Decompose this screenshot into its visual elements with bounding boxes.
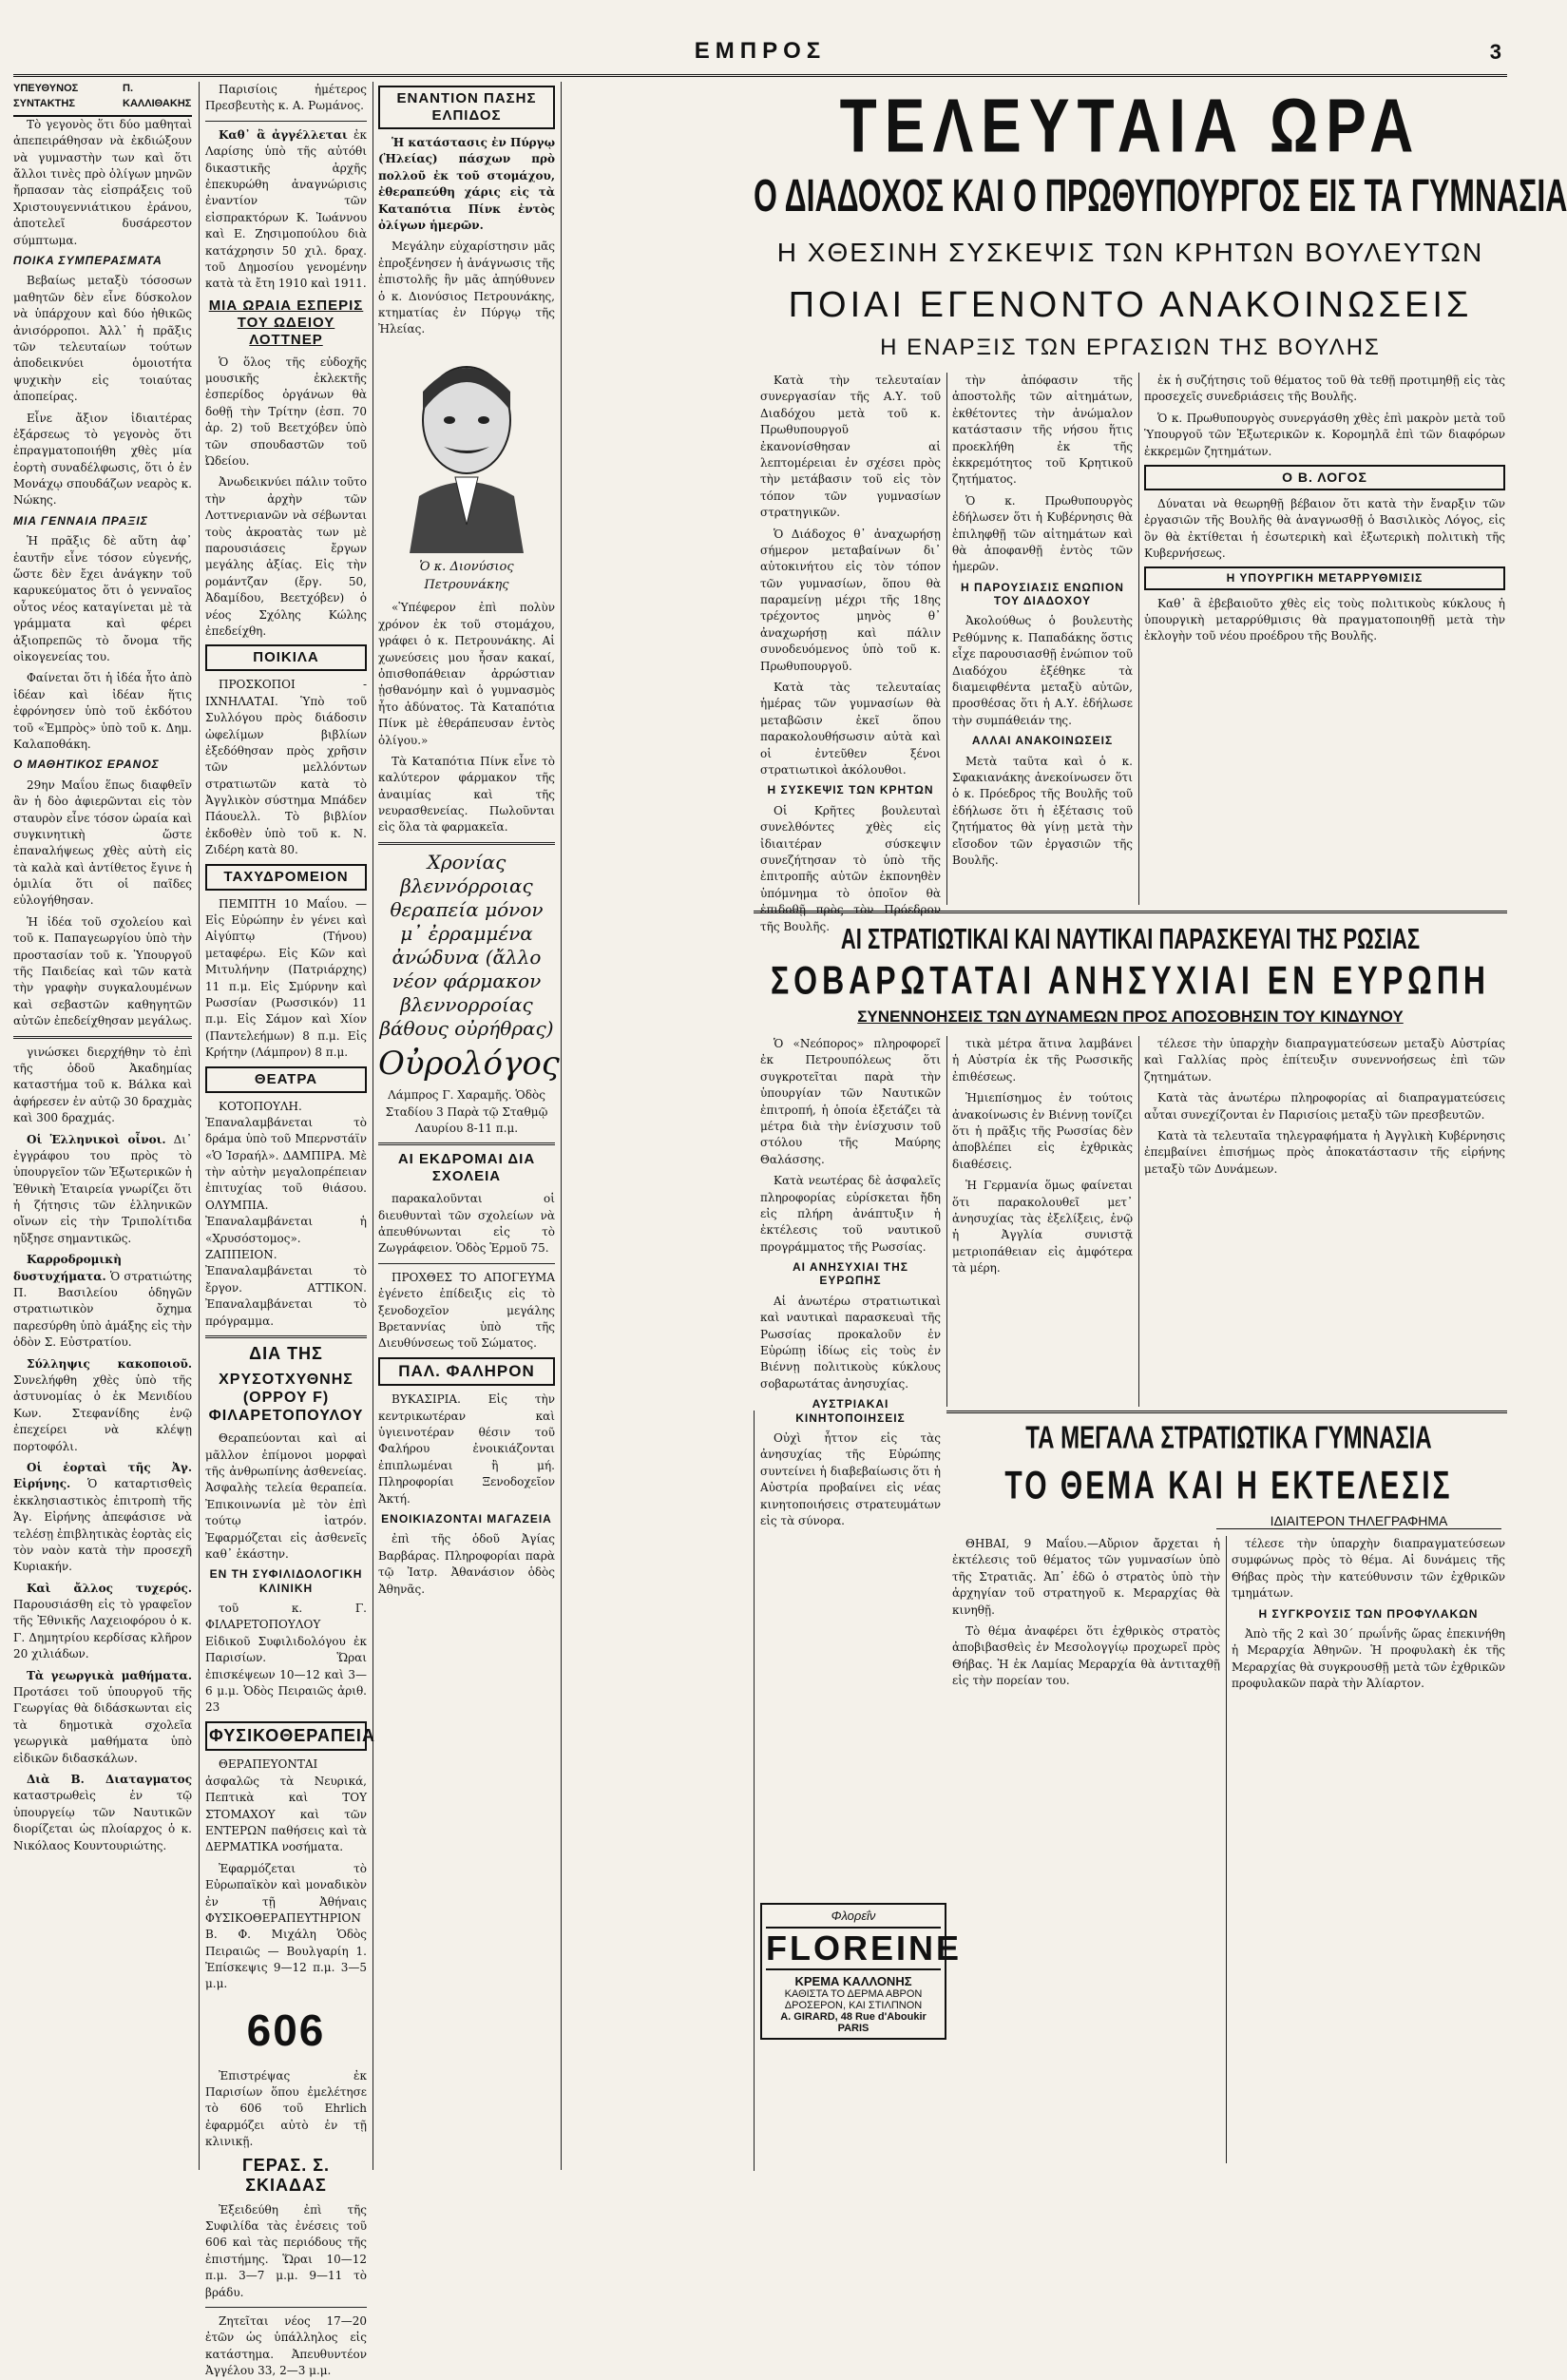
news-item-body: Δι᾽ ἐγγράφου του πρὸς τὸ ὑπουργεῖον τῶν Ἐξωτερικῶν ἡ Ἐθνικὴ Ἑταιρεία γνωρίζει ὅτι ἡ ζήτησις τῶν ἑλληνικῶν οἴνων εἰς τὴν Τριπολίτιδα ηὔξησε σημαντικῶς. <box>13 1132 192 1245</box>
floreine-advertisement <box>760 1903 963 2040</box>
article-paragraph: Βεβαίως μεταξὺ τόσοσων μαθητῶν δὲν εἶνε δύσκολον νὰ ὑπάρχουν καὶ δύο ἠθικῶς ἀνισόρροποι. Ἀλλ᾽ ἡ πρᾶξις τῶν τελευταίων τούτων ἀποδεικνύει ὁμοιοτήτα ψυχικὴν εἰς τοιαύτας ἀποπείρας. <box>13 274 192 404</box>
article-paragraph: Παρισίοις ἡμέτερος Πρεσβευτὴς κ. Α. Ρωμάνος. <box>205 83 367 113</box>
article-paragraph: Ἀπὸ τῆς 2 καὶ 30΄ πρωΐνῆς ὥρας ἐπεκινήθη ἡ Μεραρχία Ἀθηνῶν. Ἡ προφυλακὴ ἐκ τῆς Μεραρχίας θὰ συγκρουσθῇ μετὰ τῶν ἐχθρικῶν προφυλακῶν παρὰ τὴν Ἁλίαρτον. <box>1232 1626 1505 1691</box>
article-paragraph: Φαίνεται ὅτι ἡ ἰδέα ἦτο ἀπὸ ἰδέαν καὶ ἰδέαν ἥτις ἐφρόνησεν ὑπὸ τοῦ ἐκδότου τοῦ «Ἐμπρὸς» ὑπὸ τοῦ κ. Δημ. Καλαποθάκη. <box>13 671 192 751</box>
article-paragraph: παρακαλοῦνται οἱ διευθυνταὶ τῶν σχολείων νὰ ἀπευθύνωνται εἰς τὸ Ζωγράφειον. Ὁδὸς Ἑρμοῦ 75. <box>378 1192 555 1256</box>
divider <box>205 2307 367 2308</box>
article-paragraph: Ἀνωδεικνύει πάλιν τοῦτο τὴν ἀρχὴν τῶν Λοττνεριανῶν νὰ σέβωνται τοὺς ἀκροατὰς των μὲ παρουσιάσεις ἔργων μεγάλης ἀξίας. Εἰς τὴν ρομάντζαν (ἔργ. 50, Ἀδαμίδου, Βεετχόβεν) ὁ νέος Σχόλης Κώλης ἐπεδείχθη. <box>205 475 367 638</box>
section-label: Ο ΜΑΘΗΤΙΚΟΣ ΕΡΑΝΟΣ <box>13 758 160 772</box>
section-heading: Η ΣΥΓΚΡΟΥΣΙΣ ΤΩΝ ΠΡΟΦΥΛΑΚΩΝ <box>1258 1606 1479 1621</box>
news-item-body: Προτάσει τοῦ ὑπουργοῦ τῆς Γεωργίας θὰ διδάσκωνται εἰς τὰ δημοτικὰ σχολεῖα γεωργικὰ μαθήματα ὑπὸ εἰδικῶν διδασκάλων. <box>13 1685 192 1765</box>
ad-text: ΘΕΡΑΠΕΥΟΝΤΑΙ ἀσφαλῶς τὰ Νευρικά, Πεπτικὰ καὶ ΤΟΥ ΣΤΟΜΑΧΟΥ καὶ τῶν ΕΝΤΕΡΩΝ παθήσεις καὶ τὰ ΔΕΡΜΑΤΙΚΑ νοσήματα. <box>205 1757 367 1854</box>
article-paragraph: Μετὰ ταῦτα καὶ ὁ κ. Σφακιανάκης ἀνεκοίνωσεν ὅτι ὁ κ. Πρόεδρος τῆς Βουλῆς τοῦ ἐδήλωσε ὅτι ἡ ἐξέτασις τοῦ ζητήματος θὰ γίνῃ μετὰ τὴν εἴσοδον τῶν ἐργασιῶν τῆς Βουλῆς. <box>952 754 1133 867</box>
story3-dateline: ΙΔΙΑΙΤΕΡΟΝ ΤΗΛΕΓΡΑΦΗΜΑ <box>1216 1513 1501 1529</box>
article-paragraph: Ὁ Διάδοχος θ᾽ ἀναχωρήσῃ σήμερον μεταβαίνων δι᾽ αὐτοκινήτου εἰς τὸν τόπον τῶν γυμνασίων, ὅπου θὰ παραμείνῃ μέχρι τῆς 18ης τρέχοντος μηνὸς θ᾽ ἀναχωρήσῃ καὶ πάλιν συνοδευόμενος ὑπὸ τοῦ κ. Πρωθυπουργοῦ. <box>760 527 941 673</box>
column-1 <box>13 82 192 2170</box>
newspaper-title: ΕΜΠΡΟΣ <box>694 38 827 64</box>
divider <box>378 1142 555 1145</box>
divider <box>378 1263 555 1264</box>
news-item-lead: Οἱ ἑορταὶ τῆς Ἀγ. Εἰρήνης. <box>13 1460 192 1491</box>
article-paragraph: Αἱ ἀνωτέρω στρατιωτικαὶ καὶ ναυτικαὶ παρασκευαὶ τῆς Ρωσσίας προκαλοῦν ἐν Εὐρώπῃ ἰδίως εἰς τοὺς ἐν Βιέννῃ πολιτικοὺς κύκλους σοβαρωτάτας ἀνησυχίας. <box>760 1294 941 1391</box>
ad-heading: ΠΑΛ. ΦΑΛΗΡΟΝ <box>378 1357 555 1386</box>
banner-headline: ΤΕΛΕΥΤΑΙΑ ΩΡΑ <box>839 82 1422 168</box>
news-item-body: ἐκ Λαρίσης ὑπὸ τῆς αὐτόθι δικαστικῆς ἀρχῆς ἐπεκυρώθη ἀναγνώρισις ἐναντίον τῶν εἰσπρακτόρων Κ. Ἰωάννου καὶ Ε. Ζησιμοπούλου διὰ κατάχρησιν 50 χιλ. δραχ. τοῦ Δημοσίου γενομένην κατὰ τὰ ἔτη 1910 καὶ 1911. <box>205 127 367 291</box>
article-paragraph: τικὰ μέτρα ἅτινα λαμβάνει ἡ Αὐστρία ἐκ τῆς Ρωσσικῆς ἐπιθέσεως. <box>952 1037 1133 1084</box>
ad-heading: ΓΕΡΑΣ. Σ. ΣΚΙΑΔΑΣ <box>241 2155 331 2196</box>
section-heading: ΑΙ ΕΚΔΡΟΜΑΙ ΔΙΑ ΣΧΟΛΕΙΑ <box>397 1151 536 1185</box>
banner-subheadline: Ο ΔΙΑΔΟΧΟΣ ΚΑΙ Ο ΠΡΩΘΥΠΟΥΡΓΟΣ ΕΙΣ ΤΑ ΓΥΜΝΑΣΙΑ <box>754 169 1567 221</box>
portrait-engraving <box>381 344 552 553</box>
news-item <box>205 127 367 293</box>
editor-name: Π. ΚΑΛΛΙΘΑΚΗΣ <box>123 83 192 109</box>
section-label: ΠΟΙΚΑ ΣΥΜΠΕΡΑΣΜΑΤΑ <box>13 254 162 267</box>
news-item <box>13 1252 192 1351</box>
news-item-lead: Τὰ γεωργικὰ μαθήματα. <box>27 1668 192 1682</box>
banner-deck: Η ΧΘΕΣΙΝΗ ΣΥΣΚΕΨΙΣ ΤΩΝ ΚΡΗΤΩΝ ΒΟΥΛΕΥΤΩΝ <box>776 238 1484 267</box>
editor-label: ΥΠΕΥΘΥΝΟΣ ΣΥΝΤΑΚΤΗΣ <box>13 83 79 109</box>
ad-urologist-title: Οὐρολόγος <box>378 1044 560 1083</box>
news-item-lead: Καρροδρομικὴ δυστυχήματα. <box>13 1253 122 1283</box>
ad-heading: ΦΥΣΙΚΟΘΕΡΑΠΕΙΑ <box>205 1721 367 1752</box>
story2-column-3 <box>1144 1036 1505 1407</box>
news-item <box>13 1668 192 1767</box>
ad-line: ΚΑΘΙΣΤΑ ΤΟ ΔΕΡΜΑ ΑΒΡΟΝ <box>784 1988 923 2000</box>
article-paragraph: Ἡ Γερμανία ὅμως φαίνεται ὅτι παρακολουθεῖ μετ᾽ ἀνησυχίας τὰς ἐξελίξεις, ἐνῷ ἡ Ἀγγλία συνιστᾷ μετριοπάθειαν εἰς ἀμφότερα τὰ μέρη. <box>952 1179 1133 1276</box>
story3-headline: ΤΟ ΘΕΜΑ ΚΑΙ Η ΕΚΤΕΛΕΣΙΣ <box>1004 1464 1453 1508</box>
ad-line: ΚΡΕΜΑ ΚΑΛΛΟΝΗΣ <box>794 1974 912 1988</box>
ad-heading: ΕΝ ΤΗ ΣΥΦΙΛΙΔΟΛΟΓΙΚΗ ΚΛΙΝΙΚΗ <box>209 1567 363 1595</box>
article-paragraph: Ὁ κ. Πρωθυπουργὸς συνεργάσθη χθὲς ἐπὶ μακρὸν μετὰ τοῦ Ὑπουργοῦ τῶν Ἐξωτερικῶν κ. Κορομηλᾶ ἐπὶ τῶν διαφόρων ἐκκρεμῶν ζητημάτων. <box>1144 411 1505 458</box>
article-paragraph: γινώσκει διερχήθην τὸ ἐπὶ τῆς ὁδοῦ Ἀκαδημίας καταστήμα τοῦ κ. Βάλκα καὶ ἀφήρεσεν ἐν αὐτῷ 30 δραχμὰς καὶ 300 δραχμάς. <box>13 1045 192 1125</box>
divider <box>754 911 1507 913</box>
news-item-body: Παρουσιάσθη εἰς τὸ γραφεῖον τῆς Ἐθνικῆς Λαχειοφόρου ὁ κ. Γ. Δημητρίου κερδίσας κλῆρον 20 χιλιάδων. <box>13 1598 192 1661</box>
ad-text: Ἐξειδεύθη ἐπὶ τῆς Συφιλίδα τὰς ἐνέσεις τοῦ 606 καὶ τὰς περιόδους τῆς ἐπιστήμης. Ὥραι 10—12 π.μ. 3—7 μ.μ. 9—11 τὸ βράδυ. <box>205 2202 367 2299</box>
article-paragraph: τὴν ἀπόφασιν τῆς ἀποστολῆς τῶν αἰτημάτων, ἐκθέτοντες τὴν ἀνώμαλον κατάστασιν τῆς νήσου ἥτις προεκλήθη ἐκ τῆς ἐκκρεμότητος τοῦ Κρητικοῦ ζητήματος. <box>952 374 1133 487</box>
article-paragraph: Ἡ ἰδέα τοῦ σχολείου καὶ τοῦ κ. Παπαγεωργίου ὑπὸ τὴν προστασίαν τοῦ κ. Ὑπουργοῦ τῆς Παιδείας καὶ τῶν κατὰ τὴν γραφὴν συγκαλουμένων καὶ σεβαστῶν καθηγητῶν αὐτῶν ἐπεδείχθησαν μεγάλως. <box>13 914 192 1028</box>
section-heading: ΜΙΑ ΩΡΑΙΑ ΕΣΠΕΡΙΣ ΤΟΥ ΩΔΕΙΟΥ ΛΟΤΤΝΕΡ <box>208 297 364 348</box>
story3-headline: ΤΑ ΜΕΓΑΛΑ ΣΤΡΑΤΙΩΤΙΚΑ ΓΥΜΝΑΣΙΑ <box>1025 1420 1432 1456</box>
column-rule <box>946 1036 947 1407</box>
masthead <box>13 36 1507 77</box>
story2-headline: ΑΙ ΣΤΡΑΤΙΩΤΙΚΑΙ ΚΑΙ ΝΑΥΤΙΚΑΙ ΠΑΡΑΣΚΕΥΑΙ ΤΗΣ ΡΩΣΙΑΣ <box>840 922 1421 955</box>
news-item-body: Συνελήφθη χθὲς ὑπὸ τῆς ἀστυνομίας ὁ ἐκ Μενιδίου Κων. Στεφανίδης ἐνῷ ἐπεχείρει νὰ κλέψῃ πορτοφόλι. <box>13 1373 192 1453</box>
news-item-lead: Οἱ Ἑλληνικοὶ οἶνοι. <box>27 1132 166 1146</box>
news-item <box>13 1460 192 1576</box>
ad-text: τοῦ κ. Γ. ΦΙΛΑΡΕΤΟΠΟΥΛΟΥ Εἰδικοῦ Συφιλιδολόγου ἐκ Παρισίων. Ὥραι ἐπισκέψεων 10—12 καὶ 3—6 μ.μ. Ὁδὸς Πειραιῶς ἀριθ. 23 <box>205 1602 367 1715</box>
article-paragraph: Οὐχὶ ἧττον εἰς τὰς ἀνησυχίας τῆς Εὐρώπης συντείνει ἡ διαβεβαίωσις ὅτι ἡ Αὐστρία προβαίνει εἰς νέας κινητοποιήσεις στρατευμάτων εἰς τὰ σύνορα. <box>760 1430 941 1527</box>
news-item <box>13 1132 192 1248</box>
section-heading: Ο Β. ΛΟΓΟΣ <box>1144 465 1505 490</box>
ad-line: A. GIRARD, 48 Rue d'Aboukir <box>780 2011 927 2023</box>
column-rule <box>1138 373 1139 905</box>
article-paragraph: «Ὑπέφερον ἐπὶ πολὺν χρόνον ἐκ τοῦ στομάχου, γράφει ὁ κ. Πετρουνάκης. Αἱ χωνεύσεις μου ἦσαν κακαί, ὀπισθοπάθειαν ἀρρώστιαν ᾐσθανόμην καὶ ὁ γυμνασμὸς ἦτο ἀδύνατος. Τὰ Καταπότια Πίνκ μὲ ἐθεράπευσαν ἐντὸς ὀλίγου.» <box>378 601 555 747</box>
ad-heading: ΧΡΥΣΟΤΧΥΘΝΗΣ (ΟΡΡΟΥ F) ΦΙΛΑΡΕΤΟΠΟΥΛΟΥ <box>208 1371 364 1424</box>
story1-column-2 <box>952 373 1133 905</box>
article-paragraph: Μεγάλην εὐχαρίστησιν μᾶς ἐπροξένησεν ἡ ἀνάγνωσις τῆς ἐπιστολῆς ἣν μᾶς ἀπηύθυνεν ὁ κ. Διονύσιος Πετρουνάκης, κτηματίας ἐν Πύργῳ τῆς Ἠλείας. <box>378 240 555 336</box>
section-heading: ΘΕΑΤΡΑ <box>205 1066 367 1093</box>
section-heading: ΤΑΧΥΔΡΟΜΕΙΟΝ <box>205 864 367 891</box>
ad-cursive-text: Χρονίας βλεννόρροιας θεραπεία μόνον μ᾽ ἐρραμμένα ἀνώδυνα (ἄλλο νέον φάρμακον βλεννορροίας βάθους οὐρήθρας) <box>379 850 554 1040</box>
article-paragraph: ΚΟΤΟΠΟΥΛΗ. Ἐπαναλαμβάνεται τὸ δράμα ὑπὸ τοῦ Μπερνστάϊν «Ὁ Ἰσραήλ». ΔΑΜΠΙΡΑ. Μὲ τὴν αὐτὴν μεγαλοπρέπειαν ἐπιτυχίας τοῦ θιάσου. ΟΛΥΜΠΙΑ. Ἐπαναλαμβάνεται ἡ «Χρυσόστομος». ΖΑΠΠΕΙΟΝ. Ἐπαναλαμβάνεται τὸ ἔργον. ΑΤΤΙΚΟΝ. Ἐπαναλαμβάνεται τὸ πρόγραμμα. <box>205 1099 367 1328</box>
news-item-body: καταστρωθεὶς ἐν τῷ ὑπουργείῳ τῶν Ναυτικῶν διορίζεται ὡς πλοίαρχος ὁ κ. Νικόλαος Κουντουριώτης. <box>13 1789 192 1852</box>
story3-column-1 <box>952 1536 1220 2163</box>
news-item <box>13 1772 192 1854</box>
article-paragraph: Ὁ ὅλος τῆς εὐδοχῆς μουσικῆς ἐκλεκτῆς ἐσπερίδος ὀργάνων θὰ δοθῇ τὴν Τρίτην (ἐσπ. 70 ἀρ. 2) τοῦ Βεετχόβεν ὑπὸ τῶν σπουδαστῶν τοῦ Ὠδείου. <box>205 355 367 469</box>
article-paragraph: ΠΡΟΣΚΟΠΟΙ - ΙΧΝΗΛΑΤΑΙ. Ὑπὸ τοῦ Συλλόγου πρὸς διάδοσιν ὠφελίμων βιβλίων ἐξεδόθησαν πρὸς χρῆσιν τῶν μελλόντων στρατιωτῶν κατὰ τὸ Ἀγγλικὸν σύστημα Μπάδεν Πάουελλ. Τὸ βιβλίον ἐκδοθὲν ὑπὸ τοῦ κ. Ν. Ζιδέρη κατὰ 80. <box>205 678 367 857</box>
article-paragraph: Κατὰ τὴν τελευταίαν συνεργασίαν τῆς Α.Υ. τοῦ Διαδόχου μετὰ τοῦ κ. Πρωθυπουργοῦ ἐκανονίσθησαν αἱ λεπτομέρειαι ἐν σχέσει πρὸς τὴν μετάβασιν τοῦ εἰς τὸν τόπον τῶν γυμνασίων στρατηγικῶν. <box>760 374 941 520</box>
ad-top-script: Φλορεΐν <box>831 1909 876 1923</box>
ad-text: Θεραπεύονται καὶ αἱ μᾶλλον ἐπίμονοι μορφαὶ τῆς ἀνθρωπίνης ἀσθενείας. Ἀσφαλὴς τελεία θεραπεία. Ἐπικοινωνία μὲ τὸν ἐπὶ τούτῳ ἰατρόν. Ἐφαρμόζεται εἰς ἀσθενεῖς καθ᾽ ἑκάστην. <box>205 1431 367 1561</box>
banner-deck: Η ΕΝΑΡΞΙΣ ΤΩΝ ΕΡΓΑΣΙΩΝ ΤΗΣ ΒΟΥΛΗΣ <box>880 335 1381 360</box>
editor-line <box>13 82 192 117</box>
story2-deck: ΣΥΝΕΝΝΟΗΣΕΙΣ ΤΩΝ ΔΥΝΑΜΕΩΝ ΠΡΟΣ ΑΠΟΣΟΒΗΣΙΝ ΤΟΥ ΚΙΝΔΥΝΟΥ <box>857 1008 1404 1026</box>
article-paragraph: Τὸ θέμα ἀναφέρει ὅτι ἐχθρικὸς στρατὸς ἀποβιβασθεὶς ἐν Μεσολογγίῳ προχωρεῖ πρὸς Θήβας. Ἡ ἐκ Λαμίας Μεραρχία θὰ ἀντιταχθῇ εἰς τὴν πορείαν του. <box>952 1623 1220 1688</box>
news-item-lead: Σύλληψις κακοποιοῦ. <box>27 1356 192 1371</box>
news-item-lead: Καὶ ἄλλος τυχερός. <box>27 1581 192 1595</box>
ad-text: Ἐφαρμόζεται τὸ Εὐρωπαϊκὸν καὶ μοναδικὸν ἐν τῇ Ἀθήναις ΦΥΣΙΚΟΘΕΡΑΠΕΥΤΗΡΙΟΝ Β. Φ. Μιχάλη Ὁδὸς Πειραιῶς — Βουλγαρίη 1. Ἐπίσκεψις 9—12 π.μ. 3—5 μ.μ. <box>205 1861 367 1991</box>
column-3 <box>378 82 560 2170</box>
article-paragraph: Εἶνε ἄξιον ἰδιαιτέρας ἐξάρσεως τὸ γεγονὸς ὅτι ἐπραγματοποιήθη χθὲς μία ἑορτὴ συναδέλφωσις, ὅτι ὁ ἐν Μονάχῳ σπουδάζων νεαρὸς κ. Νώκης. <box>13 411 192 508</box>
divider <box>13 1036 192 1039</box>
news-item-body: Ὁ καταρτισθεὶς ἐκκλησιαστικὸς ἐπιτροπὴ τῆς Ἁγ. Εἰρήνης ἀπεφάσισε νὰ τελέσῃ ἐπιβλητικὰς ἑορτὰς εἰς τὸν ναὸν κατὰ τὴν προσεχῆ Κυριακήν. <box>13 1477 192 1574</box>
column-rule <box>561 82 562 2170</box>
section-heading: ΑΥΣΤΡΙΑΚΑΙ ΚΙΝΗΤΟΠΟΙΗΣΕΙΣ <box>795 1397 906 1425</box>
section-heading: Η ΣΥΣΚΕΨΙΣ ΤΩΝ ΚΡΗΤΩΝ <box>767 783 934 797</box>
ad-606-headline: 606 <box>246 2005 326 2055</box>
column-rule <box>754 1411 755 2171</box>
news-item-lead: Διὰ Β. Διαταγματος <box>27 1772 192 1786</box>
ad-text: ΒΥΚΑΣΙΡΙΑ. Εἰς τὴν κεντρικωτέραν καὶ ὑγιεινοτέραν θέσιν τοῦ Φαλήρου ἐνοικιάζονται ἐπιπλωμέναι ἢ μή. Πληροφορίαι Ξενοδοχεῖον Ἀκτή. <box>378 1392 555 1506</box>
classified-ad: Ζητεῖται νέος 17—20 ἐτῶν ὡς ὑπάλληλος εἰς κατάστημα. Ἀπευθυντέον Ἀγγέλου 33, 2—3 μ.μ. <box>205 2314 367 2378</box>
article-paragraph: Ἡμιεπίσημος ἐν τούτοις ἀνακοίνωσις ἐν Βιέννῃ τονίζει ὅτι ἡ πρᾶξις τῆς Ρωσσίας δὲν ἀποβλέπει εἰς ἐχθρικὰς διαθέσεις. <box>952 1091 1133 1171</box>
ad-brand-name: FLOREINE <box>766 1927 941 1970</box>
column-rule <box>1226 1536 1227 2163</box>
article-paragraph: Τὰ Καταπότια Πίνκ εἶνε τὸ καλύτερον φάρμακον τῆς ἀναιμίας καὶ τῆς νευρασθενείας. Πωλοῦνται εἰς ὅλα τὰ φαρμακεῖα. <box>378 754 555 835</box>
article-paragraph: ΠΕΜΠΤΗ 10 Μαΐου. — Εἰς Εὐρώπην ἐν γένει καὶ Αἰγύπτῳ (Τήνου) μεταφέρω. Εἰς Κῶν καὶ Μιτυλήνην (Πατριάρχης) 11 π.μ. Εἰς Σμύρνην καὶ Ρωσσίαν (Ρωσσικόν) 11 π.μ. Εἰς Σάμον καὶ Χίον (Παντελεήμων) 8 π.μ. Εἰς Κρήτην (Λάμπρον) 8 π.μ. <box>205 896 367 1060</box>
article-paragraph: ΠΡΟΧΘΕΣ ΤΟ ΑΠΟΓΕΥΜΑ ἐγένετο ἐπίδειξις εἰς τὸ ξενοδοχεῖον μεγάλης Βρεταννίας ὑπὸ τῆς Διευθύνσεως τοῦ Σώματος. <box>378 1270 555 1351</box>
ad-line: PARIS <box>837 2023 869 2034</box>
divider <box>205 121 367 122</box>
article-paragraph: Κατὰ νεωτέρας δὲ ἀσφαλεῖς πληροφορίας εὑρίσκεται ἤδη εἰς πλήρη ἀνάπτυξιν ἡ ἐκτέλεσις τοῦ ναυτικοῦ προγράμματος τῆς Ρωσσίας. <box>760 1174 941 1254</box>
article-paragraph: Κατὰ τὰς ἀνωτέρω πληροφορίας αἱ διαπραγματεύσεις αὗται συνεχίζονται ἐν Παρισίοις μεταξὺ τῶν πρεσβευτῶν. <box>1144 1091 1505 1122</box>
article-paragraph: τέλεσε τὴν ὑπαρχὴν διαπραγματεύσεων μεταξὺ Αὐστρίας καὶ Γαλλίας πρὸς ἐπίτευξιν συνεννοήσεως ἐπὶ τῶν ζητημάτων. <box>1144 1037 1505 1084</box>
section-heading: Η ΠΑΡΟΥΣΙΑΣΙΣ ΕΝΩΠΙΟΝ ΤΟΥ ΔΙΑΔΟΧΟΥ <box>961 580 1124 608</box>
column-2 <box>205 82 375 2378</box>
section-heading: Η ΥΠΟΥΡΓΙΚΗ ΜΕΤΑΡΡΥΘΜΙΣΙΣ <box>1144 566 1505 589</box>
portrait-caption: Ὁ κ. Διονύσιος Πετρουνάκης <box>419 559 514 592</box>
column-rule <box>946 373 947 905</box>
article-paragraph: ΘΗΒΑΙ, 9 Μαΐου.—Αὔριον ἄρχεται ἡ ἐκτέλεσις τοῦ θέματος τῶν γυμνασίων ὑπὸ τῆς Στρατιᾶς. Ἀπ᾽ ἐδῶ ὁ στρατὸς ὑπὸ τὴν ἀρχηγίαν τοῦ στρατηγοῦ κ. Μεραρχίας θὰ κινηθῇ. <box>952 1537 1220 1617</box>
story1-column-1 <box>760 373 941 933</box>
ad-heading: ΔΙΑ ΤΗΣ <box>249 1344 323 1363</box>
story2-headline: ΣΟΒΑΡΩΤΑΤΑΙ ΑΝΗΣΥΧΙΑΙ ΕΝ ΕΥΡΩΠΗ <box>770 958 1491 1003</box>
section-heading: ΑΙ ΑΝΗΣΥΧΙΑΙ ΤΗΣ ΕΥΡΩΠΗΣ <box>793 1260 908 1288</box>
article-paragraph: Κατὰ τὰς τελευταίας ἡμέρας τῶν γυμνασίων θὰ μεταβῶσιν ἐκεῖ ὅπου παρακολουθήσωσιν αὐτὰ καὶ οἱ ἐντεῦθεν ξένοι στρατιωτικοὶ ἀκόλουθοι. <box>760 681 941 777</box>
news-item-lead: Καθ᾽ ἃ ἀγγέλλεται <box>219 127 348 142</box>
divider <box>205 1335 367 1338</box>
section-heading: ΠΟΙΚΙΛΑ <box>205 644 367 671</box>
story2-column-1 <box>760 1036 941 1527</box>
page-number: 3 <box>1489 40 1501 64</box>
story3-column-2 <box>1232 1536 1505 2163</box>
article-paragraph: Δύναται νὰ θεωρηθῇ βέβαιον ὅτι κατὰ τὴν ἔναρξιν τῶν ἐργασιῶν τῆς Βουλῆς θὰ ἀναγνωσθῇ ὁ Βασιλικὸς Λόγος, εἰς ὃν θὰ ἐκτίθεται ἡ ἐσωτερικὴ καὶ ἐξωτερικὴ πολιτικὴ τῆς Κυβερνήσεως. <box>1144 496 1505 560</box>
section-heading: ΕΝΑΝΤΙΟΝ ΠΑΣΗΣ ΕΛΠΙΔΟΣ <box>378 86 555 129</box>
article-paragraph: 29ην Μαΐου ἕπως διαφθεῖν ἂν ἡ δὸο ἀφιερῶνται εἰς τὸν σταυρὸν εἶνε τόσον ὡραία καὶ συγκινητικὴ ὥστε ἐπαναλήψεως χθὲς αὐτὴ εἰς τὰ καλὰ καὶ ἀντίθετος ἔγινε ἡ ὁμιλία ὅτι οἱ παῖδες εὐλογήθησαν. <box>13 777 192 908</box>
story2-column-2 <box>952 1036 1133 1407</box>
ad-text: Ἐπιστρέψας ἐκ Παρισίων ὅπου ἐμελέτησε τὸ 606 τοῦ Ehrlich ἐφαρμόζει αὐτὸ ἐν τῇ κλινικῇ. <box>205 2068 367 2149</box>
divider <box>946 1411 1507 1413</box>
article-paragraph: Τὸ γεγονὸς ὅτι δύο μαθηταὶ ἀπεπειράθησαν νὰ ἐκδιώξουν νὰ γυμναστὴν των καὶ ὅτι ἄλλοι τινὲς πρὸ ὀλίγων μηνῶν ἤρπασαν τὰς εἰσπράξεις τοῦ Χριστουγεννιάτικου ἐράνου, ἀποτελεῖ δυσάρεστον σύμπτωμα. <box>13 117 192 247</box>
ad-text: ἐπὶ τῆς ὁδοῦ Ἀγίας Βαρβάρας. Πληροφορίαι παρὰ τῷ Ἰατρ. Ἀθανάσιον ὁδὸς Ἀθηνᾶς. <box>378 1532 555 1596</box>
article-paragraph: Οἱ Κρῆτες βουλευταὶ συνελθόντες χθὲς εἰς ἰδιαιτέραν σύσκεψιν συνεζήτησαν τὸ ὑπὸ τῆς ἐπιτροπῆς αὐτῶν ἐκπονηθὲν ὑπόμνημα τὸ ὁποῖον θὰ ἐπιδοθῇ πρὸς τὸν Πρόεδρον τῆς Βουλῆς. <box>760 803 941 933</box>
ad-text: Λάμπρος Γ. Χαραμῆς. Ὁδὸς Σταδίου 3 Παρὰ τῷ Σταθμῷ Λαυρίου 8-11 π.μ. <box>385 1088 548 1135</box>
article-paragraph: τέλεσε τὴν ὑπαρχὴν διαπραγματεύσεων συμφώνως πρὸς τὸ θέμα. Αἱ δυνάμεις τῆς Θήβας πρὸς τὴν κατεύθυνσιν τῶν ἐχθρικῶν τμημάτων. <box>1232 1537 1505 1601</box>
article-paragraph: ἐκ ἡ συζήτησις τοῦ θέματος τοῦ θὰ τεθῇ προτιμηθῇ εἰς τὰς προσεχεῖς συνεδριάσεις τῆς Βουλῆς. <box>1144 374 1505 404</box>
section-label: ΜΙΑ ΓΕΝΝΑΙΑ ΠΡΑΞΙΣ <box>13 513 148 528</box>
article-lead: Ἡ κατάστασις ἐν Πύργῳ (Ἠλείας) πάσχων πρὸ πολλοῦ ἐκ τοῦ στομάχου, ἐθεραπεύθη χάρις εἰς τὰ Καταπότια Πίνκ ἐντὸς ὀλίγων ἡμερῶν. <box>378 136 555 232</box>
column-rule <box>199 82 200 2170</box>
article-paragraph: Ὁ «Νεόπορος» πληροφορεῖ ἐκ Πετρουπόλεως ὅτι συγκροτεῖται παρὰ τὴν ὑπουργίαν τῶν Ναυτικῶν ἐπιτροπή, ἡ ὁποία ἐξετάζει τὰ μέτρα διὰ τὴν ἐνίσχυσιν τοῦ στόλου τῆς Μαύρης Θαλάσσης. <box>760 1037 941 1166</box>
article-paragraph: Καθ᾽ ἃ ἐβεβαιοῦτο χθὲς εἰς τοὺς πολιτικοὺς κύκλους ἡ ὑπουργικὴ μεταρρύθμισις θὰ πραγματοποιηθῇ μετὰ τὴν ἐκλογὴν τοῦ νέου προέδρου τῆς Βουλῆς. <box>1144 596 1505 643</box>
news-item <box>13 1581 192 1663</box>
ad-line: ΔΡΟΣΕΡΟΝ, ΚΑΙ ΣΤΙΛΠΝΟΝ <box>784 2000 923 2011</box>
article-paragraph: Κατὰ τὰ τελευταῖα τηλεγραφήματα ἡ Ἀγγλικὴ Κυβέρνησις ἐπεμβαίνει ἐπισήμως πρὸς ἀποκατάστασιν τῆς εἰρήνης μεταξὺ τῶν Δυνάμεων. <box>1144 1128 1505 1176</box>
story1-column-3 <box>1144 373 1505 905</box>
ad-heading: ΕΝΟΙΚΙΑΖΟΝΤΑΙ ΜΑΓΑΖΕΙΑ <box>381 1511 552 1526</box>
article-paragraph: Ὁ κ. Πρωθυπουργὸς ἐδήλωσεν ὅτι ἡ Κυβέρνησις θὰ ἐπιληφθῇ τῶν αἰτημάτων καὶ θὰ ἀποφανθῇ ἐντὸς τῶν ἡμερῶν. <box>952 493 1133 574</box>
column-rule <box>1138 1036 1139 1407</box>
article-paragraph: Ἡ πρᾶξις δὲ αὕτη ἀφ᾽ ἑαυτῆν εἶνε τόσον εὐγενής, ὥστε δὲν ἔχει ἀνάγκην τοῦ καρυκεύματος ὅτι ὁ γενναῖος οὗτος νέος καταγίνεται μὲ τὰ γράμματα καὶ φέρει ἀξιοπρεπῶς τὸ ὄνομα τῆς οἰκογενείας του. <box>13 534 192 663</box>
banner-deck: ΠΟΙΑΙ ΕΓΕΝΟΝΤΟ ΑΝΑΚΟΙΝΩΣΕΙΣ <box>788 285 1473 325</box>
news-item-body: Ὁ στρατιώτης Π. Βασιλείου ὁδηγῶν στρατιωτικὸν ὄχημα παρεσύρθη ὑπὸ ἁμάξης εἰς τὴν ὁδὸν Σ. Εὐστρατίου. <box>13 1269 192 1350</box>
divider <box>378 842 555 845</box>
section-heading: ΑΛΛΑΙ ΑΝΑΚΟΙΝΩΣΕΙΣ <box>971 734 1114 748</box>
article-paragraph: Ἀκολούθως ὁ βουλευτὴς Ρεθύμνης κ. Παπαδάκης ὅστις εἶχε παρουσιασθῇ ἐνώπιον τοῦ Διαδόχου ἐξέθηκε τὰ διαμειφθέντα μεταξὺ αὐτῶν, προσθέσας ὅτι ἡ Α.Υ. ἐδήλωσε τὴν συμπάθειάν της. <box>952 614 1133 727</box>
news-item <box>13 1356 192 1455</box>
